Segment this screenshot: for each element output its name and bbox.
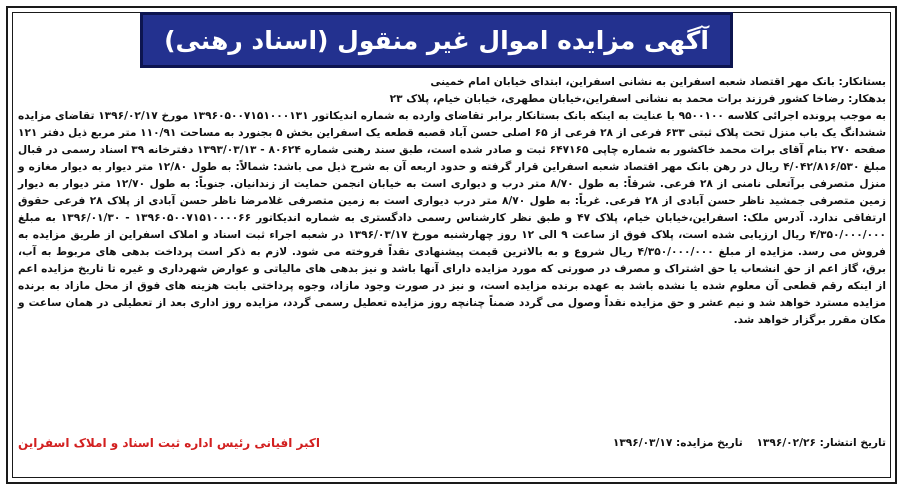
- creditor-line: بستانکار: بانک مهر اقتصاد شعبه اسفراین به نشانی اسفراین، ابتدای خیابان امام خمینی: [430, 76, 886, 88]
- notice-title: آگهی مزایده اموال غیر منقول (اسناد رهنی): [164, 25, 709, 55]
- notice-body: [18, 74, 886, 329]
- auction-date: تاریخ مزایده: ۱۳۹۶/۰۳/۱۷: [612, 437, 743, 449]
- dates-line: [603, 437, 886, 449]
- title-banner: [140, 12, 733, 68]
- notice-main-text: به موجب پرونده اجرائی کلاسه ۹۵۰۰۱۰۰ با عنایت به اینکه بانک بستانکار برابر تقاضای وارده به شماره اندیکاتور ۱۳۹۶۰۵۰۰۷۱۵۱۰۰۰۱۳۱ مورخ ۱۳۹۶/۰۲/۱۷ تقاضای مزایده ششدانگ یک باب منزل تحت پلاک ثبتی ۶۳۳ فرعی از ۲۸ فرعی از ۶۵ اصلی حسن آباد قصبه قطعه یک اسفراین بخش ۵ بجنورد به مساحت ۱۱۰/۹۱ متر مربع ذیل دفتر ۱۲۱ صفحه ۲۷۰ بنام آقای برات محمد خاکشور به شماره چاپی ۶۴۷۱۶۵ ثبت و صادر شده است، طبق سند رهنی شماره ۸۰۶۲۴ - ۱۳۹۳/۰۳/۱۳ دفترخانه ۳۹ اسناد رسمی در قبال مبلغ ۴/۰۴۲/۸۱۶/۵۳۰ ریال در رهن بانک مهر اقتصاد شعبه اسفراین قرار گرفته و حدود اربعه آن به شرح ذیل می باشد: شمالاً: به طول ۱۲/۸۰ متر دیوار به دیوار مغازه و منزل متصرفی برآتعلی نامنی از ۲۸ فرعی. شرقاً: به طول ۸/۷۰ متر درب و دیواری است به خیابان انجمن حمایت از زندانیان. جنوباً: به طول ۱۲/۷۰ متر دیوار به دیوار زمین متصرفی جمشید ناظر حسن آبادی از ۲۸ فرعی. غرباً: به طول ۸/۷۰ متر درب دیواری است به زمین متصرفی غلامرضا ناظر حسن آبادی از پلاک ۲۸ فرعی حقوق ارتفاقی ندارد. آدرس ملک: اسفراین،خیابان خیام، پلاک ۴۷ و طبق نظر کارشناس رسمی دادگستری به شماره اندیکاتور ۱۳۹۶۰۵۰۰۷۱۵۱۰۰۰۰۶۶ - ۱۳۹۶/۰۱/۳۰ به مبلغ ۴/۳۵۰/۰۰۰/۰۰۰ ریال ارزیابی شده است، پلاک فوق از ساعت ۹ الی ۱۲ روز چهارشنبه مورخ ۱۳۹۶/۰۳/۱۷ در شعبه اجراء ثبت اسناد و املاک اسفراین از طریق مزایده به فروش می رسد. مزایده از مبلغ ۴/۳۵۰/۰۰۰/۰۰۰ ریال شروع و به بالاترین قیمت پیشنهادی نقداً فروخته می شود. لازم به ذکر است پرداخت بدهی های مربوط به آب، برق، گاز اعم از حق انشعاب یا حق اشتراک و مصرف در صورتی که مورد مزایده دارای آنها باشد و نیز بدهی های مالیاتی و عوارض شهرداری و غیره تا تاریخ مزایده اعم از اینکه رقم قطعی آن معلوم شده یا نشده باشد به عهده برنده مزایده است، و نیز در صورت وجود مازاد، وجوه پرداختی بابت هزینه های فوق از محل مازاد به برنده مزایده مسترد خواهد شد و نیم عشر و حق مزایده نقداً وصول می گردد ضمناً چنانچه روز مزایده تعطیل رسمی گردد، مزایده روز اداری بعد از تعطیلی در همان ساعت و مکان مقرر برگزار خواهد شد.: [18, 110, 887, 326]
- publish-date: تاریخ انتشار: ۱۳۹۶/۰۲/۲۶: [756, 437, 886, 449]
- notice-footer: [18, 436, 886, 450]
- debtor-line: بدهکار: رضاخا کشور فرزند برات محمد به نشانی اسفراین،خیابان مطهری، خیابان خیام، پلاک ۲۳: [389, 93, 886, 105]
- signature: اکبر افیانی رئیس اداره ثبت اسناد و املاک اسفراین: [18, 436, 320, 450]
